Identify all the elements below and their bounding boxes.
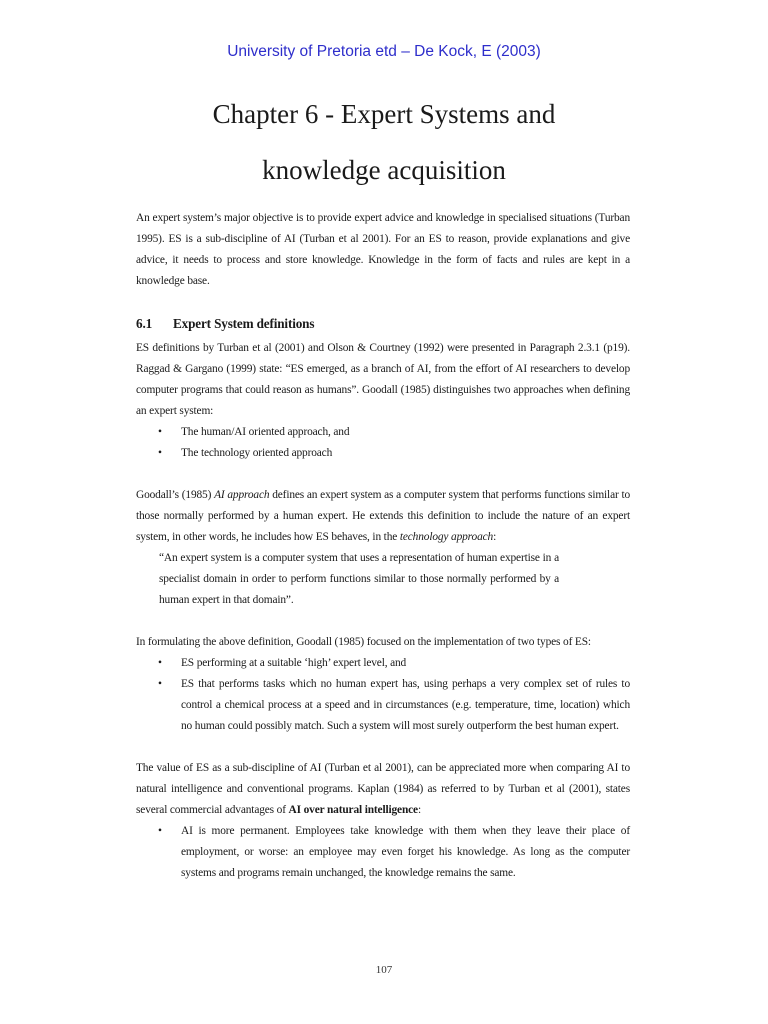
section-number: 6.1 xyxy=(136,316,153,331)
approaches-list xyxy=(136,422,630,464)
list-item: • ES that performs tasks which no human expert has, using perhaps a very complex set of rules to control a chemical process at a speed and in circumstances (e.g. temperature, time, location) which no human could possibly match. Such a system will most surely outperform the best human expert. xyxy=(136,674,630,737)
formulation-paragraph: In formulating the above definition, Goodall (1985) focused on the implementation of two types of ES: xyxy=(136,636,591,648)
list-item: • The technology oriented approach xyxy=(136,443,630,464)
bullet-icon: • xyxy=(158,678,162,690)
chapter-title-line-1: Chapter 6 - Expert Systems and xyxy=(212,99,556,129)
block-quote: “An expert system is a computer system that uses a representation of human expertise in a specialist domain in order to perform functions similar to those normally performed by a human expert in that domain”. xyxy=(159,552,559,606)
list-item: • AI is more permanent. Employees take knowledge with them when they leave their place of employment, or worse: an employee may even forget his knowledge. As long as the computer systems and programs remain unchanged, the knowledge remains the same. xyxy=(136,821,630,884)
list-item: • The human/AI oriented approach, and xyxy=(136,422,630,443)
intro-paragraph: An expert system’s major objective is to provide expert advice and knowledge in specialised situations (Turban 1995). ES is a sub-discipline of AI (Turban et al 2001). For an ES to reason, provide explanations and give advice, it needs to process and store knowledge. Knowledge in the form of facts and rules are kept in a knowledge base. xyxy=(136,212,630,287)
ai-over-natural-term: AI over natural intelligence xyxy=(288,804,418,816)
chapter-title-line-2: knowledge acquisition xyxy=(262,155,506,185)
list-item: • ES performing at a suitable ‘high’ expert level, and xyxy=(136,653,630,674)
es-types-list xyxy=(136,653,630,737)
definitions-paragraph: ES definitions by Turban et al (2001) and Olson & Courtney (1992) were presented in Paragraph 2.3.1 (p19). Raggad & Gargano (1999) state: “ES emerged, as a branch of AI, from the effort of AI researchers to develop computer programs that could reason as humans”. Goodall (1985) distinguishes two approaches when defining an expert system: xyxy=(136,342,630,417)
bullet-icon: • xyxy=(158,426,162,438)
chapter-title xyxy=(0,86,768,198)
technology-approach-term: technology approach xyxy=(399,531,494,543)
section-heading xyxy=(136,313,630,335)
section-title: Expert System definitions xyxy=(173,316,315,331)
bullet-icon: • xyxy=(158,657,162,669)
running-header: University of Pretoria etd – De Kock, E (2003) xyxy=(227,43,541,60)
page-number: 107 xyxy=(375,964,393,976)
bullet-icon: • xyxy=(158,447,162,459)
ai-approach-term: AI approach xyxy=(214,489,270,501)
ai-approach-paragraph: Goodall’s (1985) AI approach defines an expert system as a computer system that performs functions similar to those normally performed by a human expert. He extends this definition to include the nature of an expert system, in other words, he includes how ES behaves, in the technology approach: xyxy=(136,489,631,543)
bullet-icon: • xyxy=(158,825,162,837)
advantages-list xyxy=(136,821,630,884)
value-paragraph: The value of ES as a sub-discipline of AI (Turban et al 2001), can be appreciated more when comparing AI to natural intelligence and conventional programs. Kaplan (1984) as referred to by Turban et al (2001), states several commercial advantages of AI over natural intelligence: xyxy=(136,762,630,816)
body-content xyxy=(136,208,630,905)
